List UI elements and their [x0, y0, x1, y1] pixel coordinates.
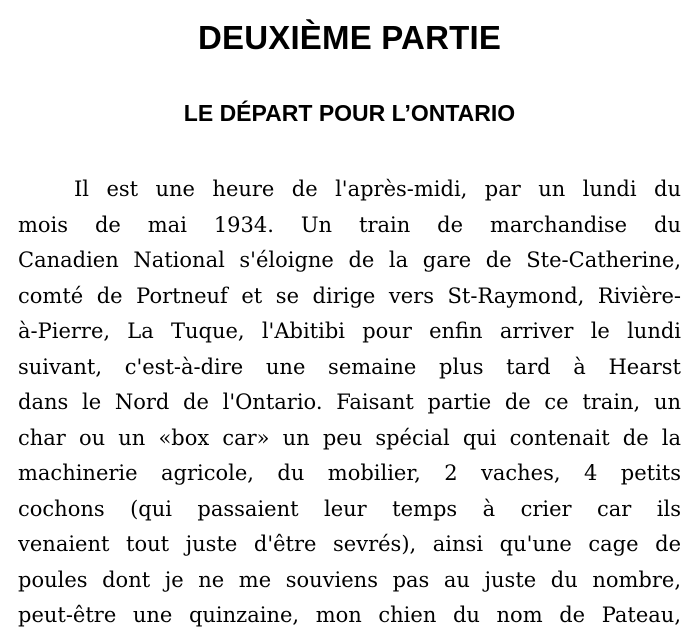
text-line: char ou un «box car» un peu spécial qui contenait de la	[18, 425, 681, 450]
text-line: machinerie agricole, du mobilier, 2 vaches, 4 petits	[18, 461, 681, 485]
text-line: dans le Nord de l'Ontario. Faisant partie de ce train, un	[18, 390, 681, 414]
text-line: cochons (qui passaient leur temps à crier car ils	[18, 496, 681, 521]
text-line: venaient tout juste d'être sevrés), ainsi qu'une cage de	[18, 532, 681, 556]
text-line: poules dont je ne me souviens pas au juste du nombre,	[18, 567, 681, 592]
part-title: DEUXIÈME PARTIE	[197, 19, 502, 56]
text-line: peut-être une quinzaine, mon chien du nom de Pateau,	[18, 603, 681, 627]
chapter-title: LE DÉPART POUR L’ONTARIO	[183, 100, 516, 126]
text-line: à-Pierre, La Tuque, l'Abitibi pour enfin arriver le lundi	[18, 319, 681, 343]
text-line: comté de Portneuf et se dirige vers St-Raymond, Rivière-	[18, 283, 681, 308]
text-line: Canadien National s'éloigne de la gare de Ste-Catherine,	[18, 248, 681, 272]
text-line: Il est une heure de l'après-midi, par un lundi du	[74, 177, 681, 201]
text-line: suivant, c'est-à-dire une semaine plus tard à Hearst	[18, 354, 681, 379]
text-line: mois de mai 1934. Un train de marchandise du	[18, 212, 681, 237]
body-paragraph	[18, 172, 681, 634]
